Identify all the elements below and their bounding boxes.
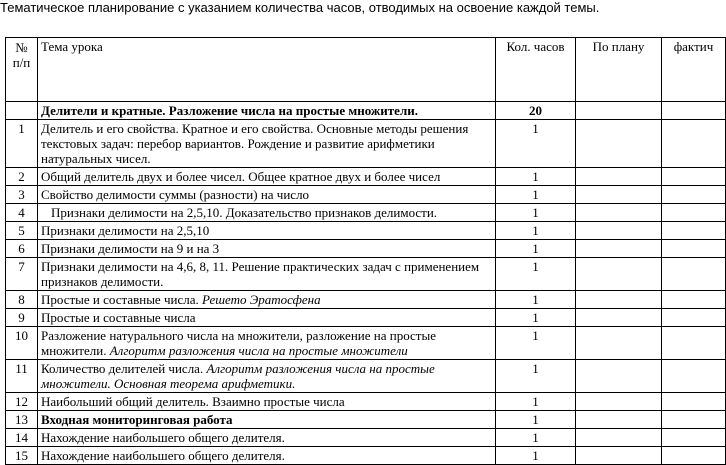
row-plan <box>576 258 662 291</box>
row-number: 7 <box>6 258 38 291</box>
row-topic <box>38 447 496 465</box>
row-number: 9 <box>6 309 38 327</box>
table-row <box>6 429 726 447</box>
row-fact <box>662 291 726 309</box>
row-number: 6 <box>6 240 38 258</box>
row-hours: 1 <box>496 309 576 327</box>
header-plan: По плану <box>576 38 662 102</box>
row-number: 1 <box>6 120 38 168</box>
table-row <box>6 291 726 309</box>
row-fact <box>662 120 726 168</box>
row-hours: 1 <box>496 186 576 204</box>
lesson-plan-table <box>5 37 726 465</box>
row-topic-text: Признаки делимости на 2,5,10 <box>41 223 210 238</box>
row-fact <box>662 204 726 222</box>
table-row <box>6 411 726 429</box>
row-topic-text: Разложение натурального числа на множители, разложение на простые множители. <box>41 328 436 358</box>
header-fact: фактич <box>662 38 726 102</box>
header-hours: Кол. часов <box>496 38 576 102</box>
row-topic <box>38 222 496 240</box>
table-header-row <box>6 38 726 102</box>
row-plan <box>576 240 662 258</box>
row-topic-text: Признаки делимости на 9 и на 3 <box>41 241 220 256</box>
row-topic-text: Общий делитель двух и более чисел. Общее кратное двух и более чисел <box>41 169 441 184</box>
row-fact <box>662 393 726 411</box>
row-topic <box>38 309 496 327</box>
row-topic <box>38 120 496 168</box>
row-topic-text: Нахождение наибольшего общего делителя. <box>41 448 285 463</box>
row-topic-italic: Решето Эратосфена <box>201 292 321 307</box>
row-number: 15 <box>6 447 38 465</box>
row-number: 12 <box>6 393 38 411</box>
row-plan <box>576 168 662 186</box>
row-number: 5 <box>6 222 38 240</box>
row-topic <box>38 204 496 222</box>
section-fact <box>662 102 726 120</box>
row-hours: 1 <box>496 168 576 186</box>
table-row <box>6 168 726 186</box>
table-row <box>6 204 726 222</box>
section-number <box>6 102 38 120</box>
row-topic-text: Количество делителей числа. <box>41 361 207 376</box>
row-topic-text: Свойство делимости суммы (разности) на число <box>41 187 310 202</box>
row-number: 8 <box>6 291 38 309</box>
row-number: 11 <box>6 360 38 393</box>
row-hours: 1 <box>496 240 576 258</box>
table-row <box>6 327 726 360</box>
row-topic <box>38 411 496 429</box>
row-number: 14 <box>6 429 38 447</box>
table-row <box>6 120 726 168</box>
row-plan <box>576 291 662 309</box>
row-number: 4 <box>6 204 38 222</box>
row-hours: 1 <box>496 120 576 168</box>
header-number: № п/п <box>6 38 38 102</box>
row-hours: 1 <box>496 204 576 222</box>
row-hours: 1 <box>496 411 576 429</box>
row-topic-text: Простые и составные числа <box>41 310 196 325</box>
row-fact <box>662 360 726 393</box>
row-plan <box>576 411 662 429</box>
row-hours: 1 <box>496 291 576 309</box>
row-plan <box>576 120 662 168</box>
section-hours: 20 <box>496 102 576 120</box>
row-plan <box>576 429 662 447</box>
row-plan <box>576 327 662 360</box>
row-topic <box>38 258 496 291</box>
row-number: 2 <box>6 168 38 186</box>
row-plan <box>576 186 662 204</box>
row-topic <box>38 240 496 258</box>
row-hours: 1 <box>496 258 576 291</box>
section-row <box>6 102 726 120</box>
row-fact <box>662 447 726 465</box>
row-hours: 1 <box>496 393 576 411</box>
table-row <box>6 240 726 258</box>
table-row <box>6 222 726 240</box>
row-topic <box>38 186 496 204</box>
page-heading: Тематическое планирование с указанием количества часов, отводимых на освоение каждой темы. <box>0 0 600 15</box>
row-hours: 1 <box>496 222 576 240</box>
row-topic <box>38 393 496 411</box>
table-row <box>6 360 726 393</box>
row-topic <box>38 429 496 447</box>
row-hours: 1 <box>496 360 576 393</box>
table-row <box>6 309 726 327</box>
header-topic: Тема урока <box>38 38 496 102</box>
table-row <box>6 258 726 291</box>
row-fact <box>662 186 726 204</box>
row-hours: 1 <box>496 429 576 447</box>
row-plan <box>576 222 662 240</box>
row-topic <box>38 291 496 309</box>
row-number: 10 <box>6 327 38 360</box>
row-topic-italic: Алгоритм разложения числа на простые множители <box>109 343 408 358</box>
row-plan <box>576 393 662 411</box>
table-row <box>6 393 726 411</box>
row-fact <box>662 429 726 447</box>
row-fact <box>662 168 726 186</box>
row-plan <box>576 204 662 222</box>
section-plan <box>576 102 662 120</box>
row-plan <box>576 360 662 393</box>
section-title: Делители и кратные. Разложение числа на простые множители. <box>38 102 496 120</box>
row-fact <box>662 327 726 360</box>
row-plan <box>576 447 662 465</box>
row-number: 3 <box>6 186 38 204</box>
row-topic-text: Признаки делимости на 2,5,10. Доказательство признаков делимости. <box>51 205 438 220</box>
row-fact <box>662 222 726 240</box>
table-row <box>6 447 726 465</box>
row-number: 13 <box>6 411 38 429</box>
row-fact <box>662 258 726 291</box>
row-topic <box>38 327 496 360</box>
row-hours: 1 <box>496 447 576 465</box>
table-row <box>6 186 726 204</box>
row-topic <box>38 360 496 393</box>
row-fact <box>662 411 726 429</box>
row-hours: 1 <box>496 327 576 360</box>
row-topic-text: Нахождение наибольшего общего делителя. <box>41 430 285 445</box>
row-topic-text: Входная мониторинговая работа <box>41 412 233 427</box>
row-topic-text: Наибольший общий делитель. Взаимно простые числа <box>41 394 345 409</box>
row-topic <box>38 168 496 186</box>
row-topic-text: Делитель и его свойства. Кратное и его свойства. Основные методы решения текстовых задач: перебор вариантов. Рождение и развитие арифметики натуральных чисел. <box>41 121 469 166</box>
row-plan <box>576 309 662 327</box>
row-topic-text: Признаки делимости на 4,6, 8, 11. Решение практических задач с применением признаков делимости. <box>41 259 480 289</box>
row-fact <box>662 309 726 327</box>
row-topic-text: Простые и составные числа. <box>41 292 202 307</box>
row-fact <box>662 240 726 258</box>
row-topic-italic: Алгоритм разложения числа на простые множители. Основная теорема арифметики. <box>41 361 435 391</box>
